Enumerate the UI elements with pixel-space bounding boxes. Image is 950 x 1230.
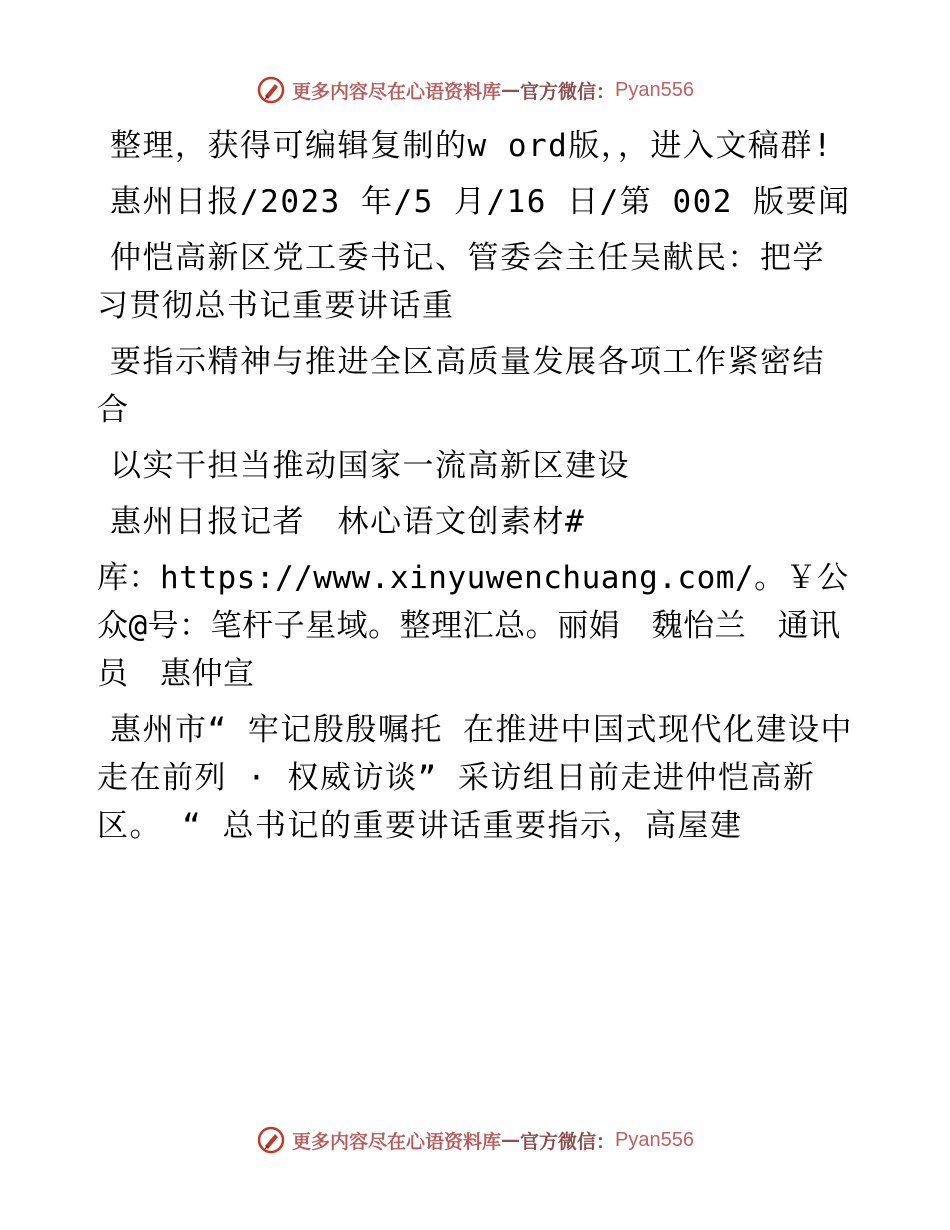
paragraph-source-line: 惠州日报/2023 年/5 月/16 日/第 002 版要闻 [110,184,851,220]
paragraph-headline-3: 以实干担当推动国家一流高新区建设 [110,448,630,484]
watermark-text: 更多内容尽在心语资料库 [292,1130,502,1153]
document-body [97,122,857,858]
watermark-dash: — [501,79,521,101]
watermark-wechat-id: Pyan556 [615,78,694,101]
paragraph-headline-1: 仲恺高新区党工委书记、管委会主任吴献民：把学习贯彻总书记重要讲话重 [97,240,825,324]
watermark-label: 官方微信： [520,80,616,103]
paragraph-byline-continued: 库：https://www.xinyuwenchuang.com/。￥公众@号：笔杆子星域。整理汇总。丽娟 魏怡兰 通讯员 惠仲宣 [97,560,849,692]
watermark-text: 更多内容尽在心语资料库 [292,80,502,103]
paragraph-intro: 整理，获得可编辑复制的w ord版，，进入文稿群! [110,128,833,164]
watermark-footer [0,1120,950,1160]
pen-nib-logo-icon [256,1125,286,1155]
watermark-dash: — [501,1129,521,1151]
watermark-label: 官方微信： [520,1130,616,1153]
pen-nib-logo-icon [256,75,286,105]
paragraph-byline: 惠州日报记者 林心语文创素材# [110,504,586,540]
watermark-wechat-id: Pyan556 [615,1128,694,1151]
watermark-header [0,70,950,110]
paragraph-body: 惠州市“ 牢记殷殷嘱托 在推进中国式现代化建设中走在前列 · 权威访谈” 采访组日前走进仲恺高新区。 “ 总书记的重要讲话重要指示，高屋建 [97,712,853,844]
paragraph-headline-2: 要指示精神与推进全区高质量发展各项工作紧密结合 [97,344,825,428]
